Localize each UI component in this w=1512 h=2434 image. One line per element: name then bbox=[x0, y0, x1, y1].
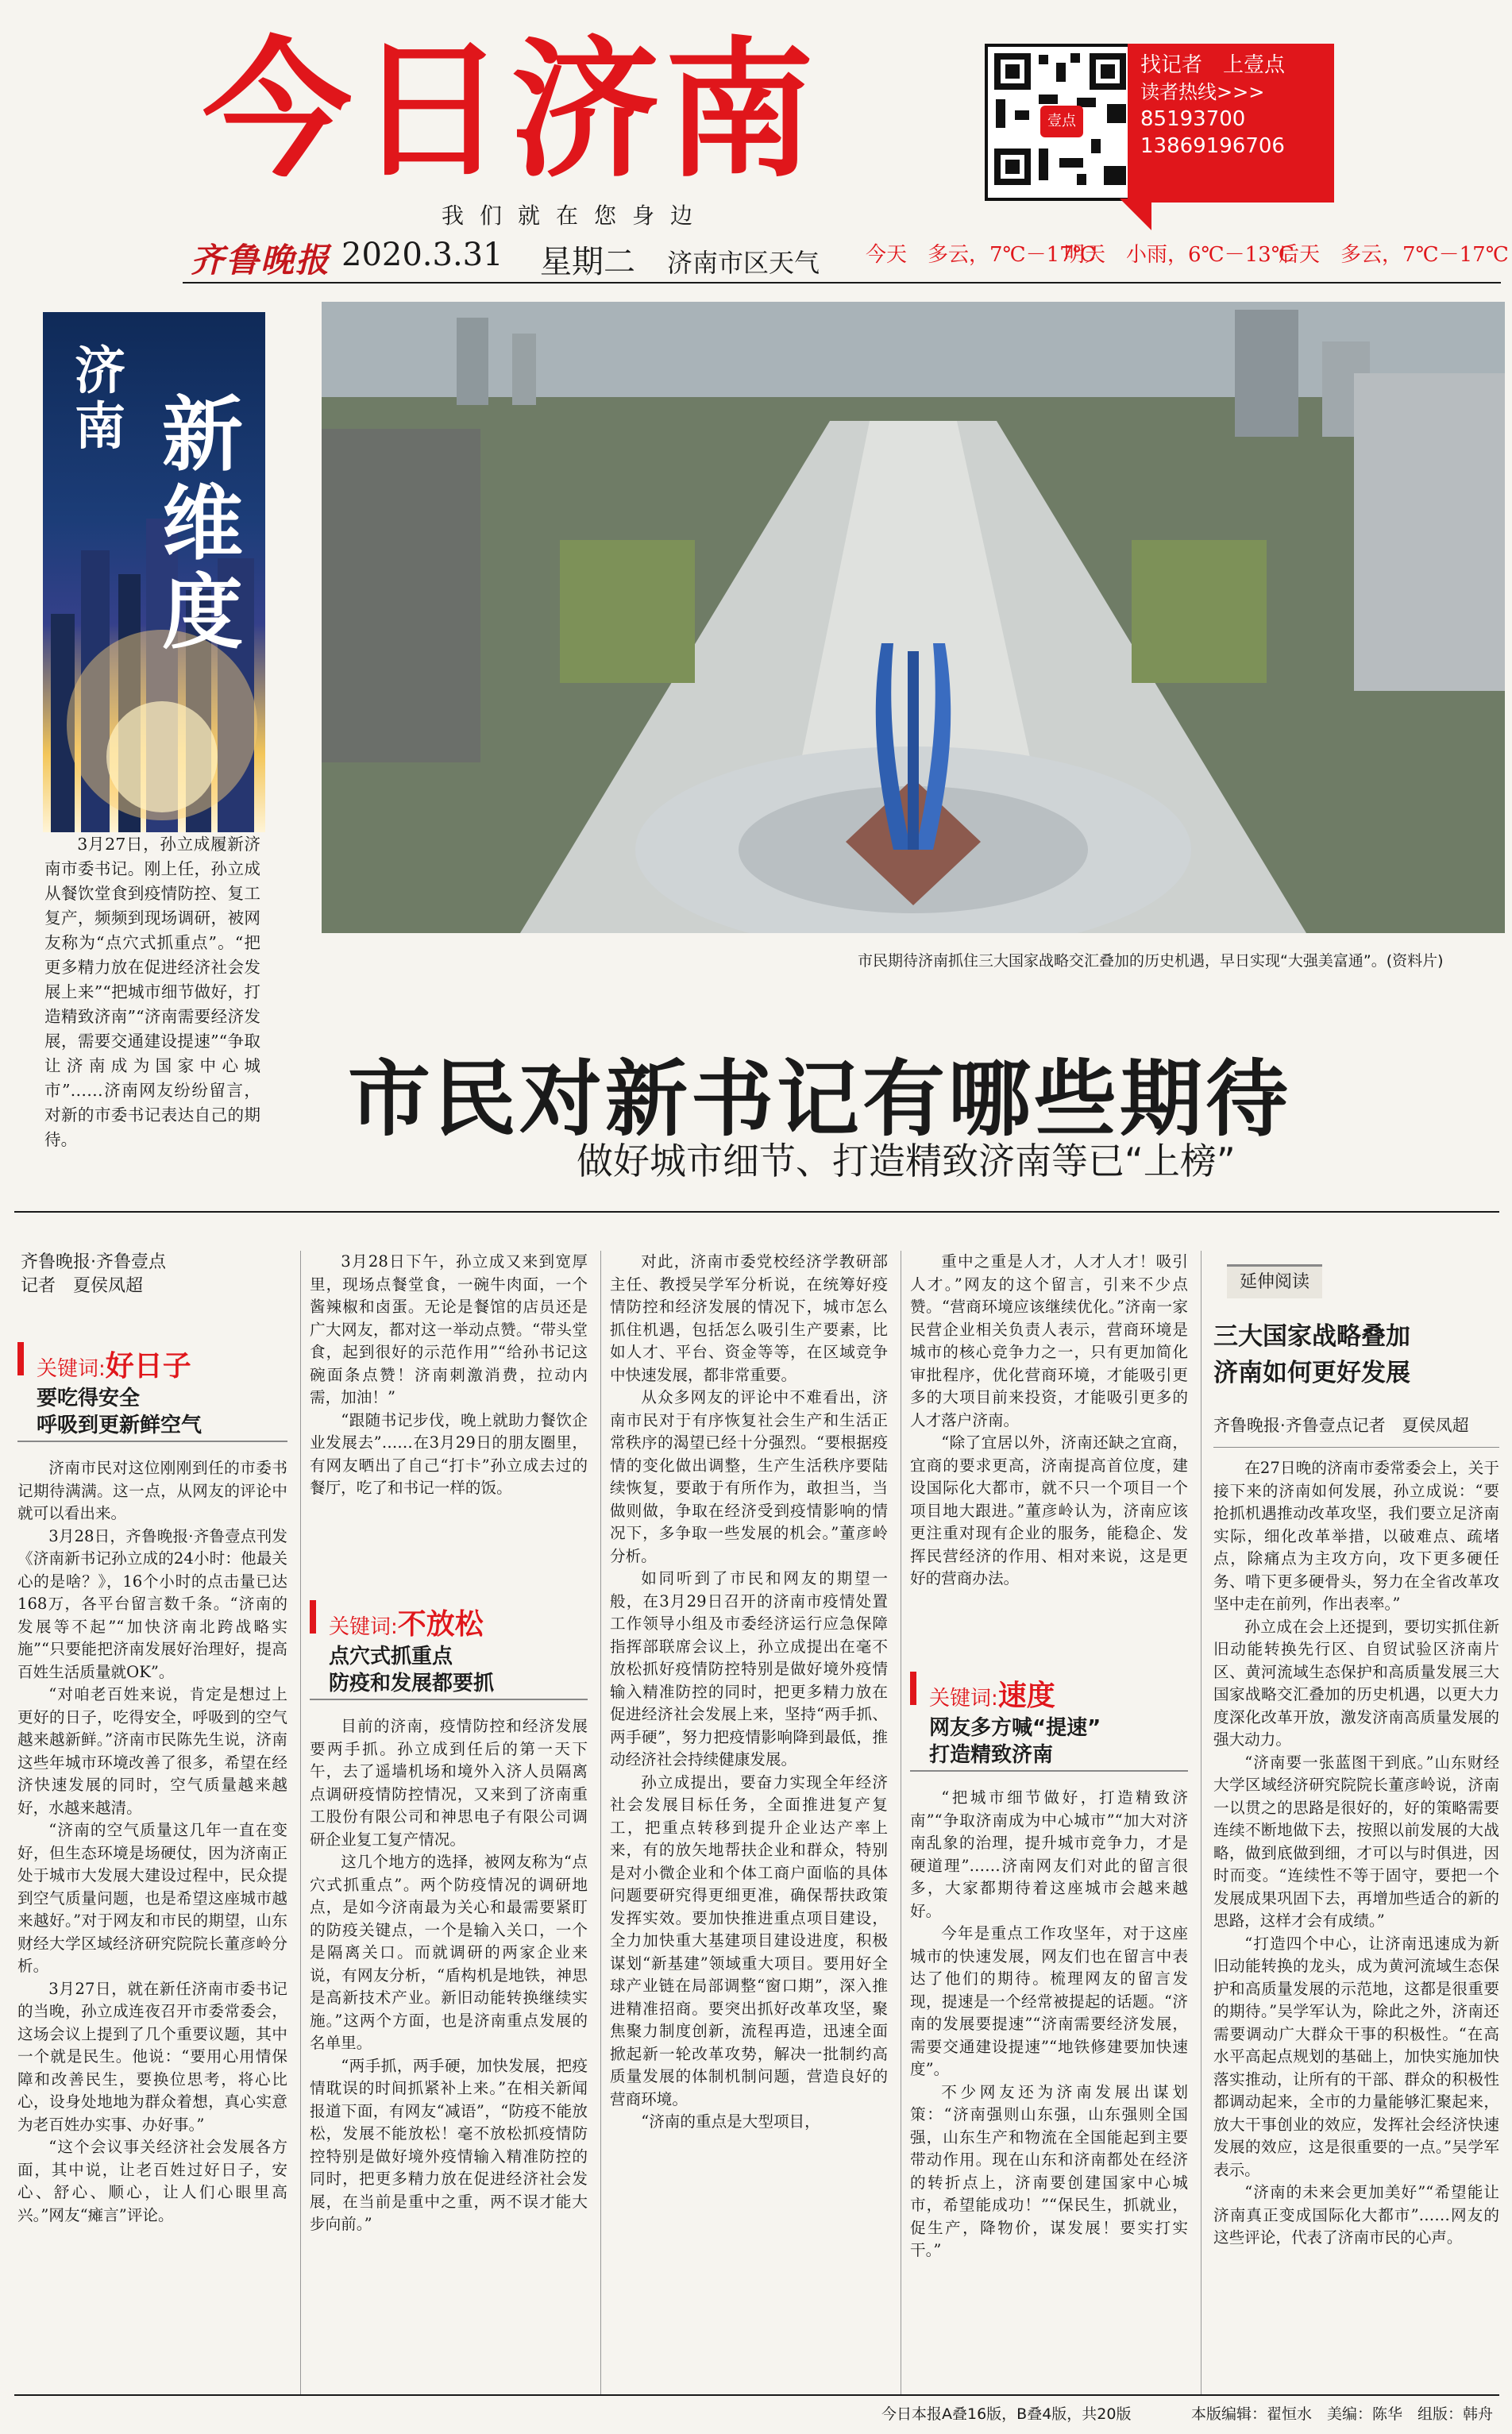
hotline-label: 读者热线>>> bbox=[1140, 81, 1265, 103]
paragraph: 今年是重点工作攻坚年，对于这座城市的快速发展，网友们也在留言中表达了他们的期待。梳理网友的留言发现，提速是一个经常被提起的话题。“济南的发展要提速”“济南需要经济发展，需要交通建设提速”“地铁修建要加快速度”。 bbox=[910, 1924, 1188, 2078]
keyword-bar bbox=[17, 1342, 24, 1375]
footer-editors: 本版编辑：翟恒水 美编：陈华 组版：韩舟 bbox=[1191, 2405, 1494, 2423]
paragraph: 3月28日下午，孙立成又来到宽厚里，现场点餐堂食，一碗牛肉面，一个酱辣椒和卤蛋。无论是餐馆的店员还是广大网友，都对这一举动点赞。“带头堂食，起到很好的示范作用”“给孙书记这碗面条点赞！济南刺激消费，拉动内需，加油！” bbox=[310, 1252, 588, 1406]
paragraph: “对咱老百姓来说，肯定是想过上更好的日子，吃得安全，呼吸到的空气越来越新鲜。”济南市民陈先生说，济南这些年城市环境改善了很多，希望在经济快速发展的同时，空气质量越来越好，水越来越清。 bbox=[17, 1685, 287, 1817]
paragraph: 这几个地方的选择，被网友称为“点穴式抓重点”。两个防疫情况的调研地点，是如今济南最为关心和最需要紧盯的防疫关键点，一个是输入关口，一个是隔离关口。而就调研的两家企业来说，有网友分析，“盾构机是地铁，神思是高新技术产业。新旧动能转换继续实施。”这两个方面，也是济南重点发展的名单里。 bbox=[310, 1853, 588, 2052]
side-intro-text: 3月27日，孙立成履新济南市委书记。刚上任，孙立成从餐饮堂食到疫情防控、复工复产，频频到现场调研，被网友称为“点穴式抓重点”。“把更多精力放在促进经济社会发展上来”“把城市细节做好，打造精致济南”“济南需要经济发展，需要交通建设提速”“争取让济南成为国家中心城市”……济南网友纷纷留言，对新的市委书记表达自己的期待。 bbox=[44, 835, 260, 1149]
city-square-photo bbox=[322, 302, 1505, 933]
weather-day-after: 后天 多云，7℃－17℃ bbox=[1279, 243, 1509, 267]
paragraph: “这个会议事关经济社会发展各方面，其中说，让老百姓过好日子，安心、舒心、顺心，让人们心眼里高兴。”网友“瘫言”评论。 bbox=[17, 2138, 287, 2224]
paragraph: 目前的济南，疫情防控和经济发展要两手抓。孙立成到任后的第一天下午，去了遥墙机场和境外入济人员隔离点调研疫情防控情况，又来到了济南重工股份有限公司和神思电子有限公司调研企业复工复产情况。 bbox=[310, 1717, 588, 1849]
paragraph: 不少网友还为济南发展出谋划策：“济南强则山东强，山东强则全国强，山东生产和物流在全国能起到主要带动作用。现在山东和济南都处在经济的转折点上，济南要创建国家中心城市，希望能成功！”“保民生，抓就业，促生产，降物价，谋发展！要实打实干。” bbox=[910, 2082, 1188, 2259]
aerial-square-illustration bbox=[322, 302, 1505, 933]
qr-code[interactable] bbox=[985, 44, 1142, 201]
keyword-box-good-days bbox=[17, 1342, 287, 1445]
newspaper-brand: 齐鲁晚报 bbox=[191, 241, 331, 280]
side-title-new-dimension: 新维度 bbox=[162, 388, 243, 661]
paragraph: 3月28日，齐鲁晚报·齐鲁壹点刊发《济南新书记孙立成的24小时：他最关心的是啥？》，16个小时的点击量已达168万，各平台留言数千条。“济南的发展等不起”“加快济南北跨战略实施”“只要能把济南发展好治理好，提高百姓生活质量就OK”。 bbox=[17, 1526, 287, 1681]
keyword-bar bbox=[910, 1672, 916, 1705]
paragraph: 如同听到了市民和网友的期望一般，在3月29日召开的济南市疫情处置工作领导小组及市委经济运行应急保障指挥部联席会议上，孙立成提出在毫不放松抓好疫情防控特别是做好境外疫情输入精准防控的同时，把更多精力放在促进经济社会发展上来，坚持“两手抓、两手硬”，努力把疫情影响降到最低，推动经济社会持续健康发展。 bbox=[610, 1569, 888, 1769]
paragraph: 孙立成在会上还提到，要切实抓住新旧动能转换先行区、自贸试验区济南片区、黄河流域生态保护和高质量发展三大国家战略交汇叠加的历史机遇，以更大力度深化改革开放，激发济南高质量发展的强大动力。 bbox=[1213, 1617, 1499, 1749]
footer-edition-info: 今日本报A叠16版，B叠4版，共20版 bbox=[881, 2405, 1132, 2423]
issue-date: 2020.3.31 bbox=[341, 237, 503, 273]
sub-headline: 做好城市细节、打造精致济南等已“上榜” bbox=[577, 1140, 1236, 1182]
extended-reading-title bbox=[1213, 1318, 1410, 1391]
keyword-term: 不放松 bbox=[397, 1608, 484, 1641]
extended-reading-tab: 延伸阅读 bbox=[1227, 1264, 1322, 1298]
column-divider bbox=[600, 1251, 601, 2394]
keyword-rule bbox=[910, 1770, 1188, 1772]
paragraph: “打造四个中心，让济南迅速成为新旧动能转换的龙头，成为黄河流域生态保护和高质量发展的示范地，这都是很重要的期待。”吴学军认为，除此之外，济南还需要调动广大群众干事的积极性。“在高水平高起点规划的基础上，加快实施加快落实推动，让所有的干部、群众的积极性都调动起来，全市的力量能够汇聚起来，放大干事创业的效应，发挥社会经济快速发展的效应，这是很重要的一点。”吴学军表示。 bbox=[1213, 1934, 1499, 2179]
photo-caption: 市民期待济南抓住三大国家战略交汇叠加的历史机遇，早日实现“大强美富通”。(资料片) bbox=[858, 952, 1444, 970]
weather-tomorrow: 明天 小雨，6℃－13℃ bbox=[1064, 243, 1294, 267]
paragraph: “济南的未来会更加美好”“希望能让济南真正变成国际化大都市”……网友的这些评论，代表了济南市民的心声。 bbox=[1213, 2183, 1499, 2247]
paragraph: “把城市细节做好，打造精致济南”“争取济南成为中心城市”“加大对济南乱象的治理，提升城市竞争力，才是硬道理”……济南网友们对此的留言很多，大家都期待着这座城市会越来越好。 bbox=[910, 1788, 1188, 1920]
extended-byline: 齐鲁晚报·齐鲁壹点记者 夏侯凤超 bbox=[1213, 1416, 1469, 1435]
column-3 bbox=[610, 1251, 888, 2134]
paragraph: “济南的空气质量这几年一直在变好，但生态环境是场硬仗，因为济南正处于城市大发展大建设过程中，民众提到空气质量问题，也是希望这座城市越来越好。”对于网友和市民的期望，山东财经大学区域经济研究院院长董彦岭分析。 bbox=[17, 1821, 287, 1975]
hotline-find-reporter: 找记者 上壹点 bbox=[1140, 53, 1286, 77]
masthead-slogan: 我们就在您身边 bbox=[442, 203, 709, 229]
byline bbox=[21, 1251, 166, 1298]
issue-weekday: 星期二 bbox=[540, 244, 635, 280]
keyword-line-1: 要吃得安全 bbox=[37, 1387, 141, 1410]
keyword-line-2: 防疫和发展都要抓 bbox=[329, 1672, 495, 1695]
paragraph: 济南市民对这位刚刚到任的市委书记期待满满。这一点，从网友的评论中就可以看出来。 bbox=[17, 1459, 287, 1522]
paragraph: 重中之重是人才，人才人才！吸引人才。”网友的这个留言，引来不少点赞。“营商环境应该继续优化。”济南一家民营企业相关负责人表示，营商环境是城市的核心竞争力之一，只有更加简化审批程序，优化营商环境，才能吸引更多的大项目前来投资，才能吸引更多的人才落户济南。 bbox=[910, 1252, 1188, 1429]
paragraph: 孙立成提出，要奋力实现全年经济社会发展目标任务，全面推进复产复工，把重点转移到提升企业达产率上来，有的放矢地帮扶企业和群众，特别是对小微企业和个体工商户面临的具体问题要研究得更细更准，确保帮扶政策发挥实效。要加快推进重点项目建设，全力加快重大基建项目建设进度，积极谋划“新基建”领域重大项目。要用好全球产业链在局部调整“窗口期”，深入推进精准招商。要突出抓好改革攻坚，聚焦聚力制度创新，流程再造，迅速全面掀起新一轮改革攻势，解决一批制约高质量发展的体制机制问题，营造良好的营商环境。 bbox=[610, 1772, 888, 2108]
side-banner bbox=[43, 312, 265, 832]
weather-today: 今天 多云，7℃－17℃ bbox=[866, 243, 1096, 267]
keyword-line-1: 网友多方喊“提速” bbox=[929, 1716, 1101, 1740]
extended-rule bbox=[1213, 1447, 1499, 1448]
column-4-top bbox=[910, 1251, 1188, 1591]
extended-title-line-2: 济南如何更好发展 bbox=[1213, 1359, 1410, 1387]
column-5 bbox=[1213, 1457, 1499, 2250]
reader-hotline-box bbox=[1128, 44, 1334, 203]
qr-badge: 壹点 bbox=[1040, 106, 1083, 137]
keyword-line-1: 点穴式抓重点 bbox=[329, 1645, 453, 1668]
paragraph: “济南要一张蓝图干到底。”山东财经大学区域经济研究院院长董彦岭说，济南一以贯之的思路是很好的，好的策略需要连续不断地做下去，按照以前发展的大战略，做到底做到细，才可以与时俱进，因时而变。“连续性不等于固守，要把一个发展成果巩固下去，再增加些适合的新的思路，这样才会有成绩。” bbox=[1213, 1753, 1499, 1930]
keyword-term: 速度 bbox=[997, 1680, 1055, 1712]
paragraph: “两手抓，两手硬，加快发展，把疫情耽误的时间抓紧补上来。”在相关新闻报道下面，有网友“减语”，“防疫不能放松，发展不能放松！毫不放松抓疫情防控特别是做好境外疫情输入精准防控的同时，把更多精力放在促进经济社会发展，在当前是重中之重，两不误才能大步向前。” bbox=[310, 2056, 588, 2233]
column-divider bbox=[1201, 1251, 1202, 2394]
paragraph: “除了宜居以外，济南还缺之宜商，宜商的要求更高，济南提高首位度，建设国际化大都市，就不只一个项目一个项目地大跟进。”董彦岭认为，济南应该更注重对现有企业的服务，能稳企、发挥民营经济的作用、相对来说，这是更好的营商办法。 bbox=[910, 1433, 1188, 1587]
keyword-box-no-relax bbox=[310, 1600, 588, 1703]
keyword-box-speed bbox=[910, 1672, 1188, 1775]
column-divider bbox=[300, 1251, 301, 2394]
headline-rule bbox=[14, 1211, 1499, 1213]
keyword-line-2: 打造精致济南 bbox=[929, 1743, 1054, 1767]
hotline-phone-1[interactable]: 85193700 bbox=[1140, 107, 1246, 131]
keyword-rule bbox=[17, 1441, 287, 1442]
column-1 bbox=[17, 1457, 287, 2227]
hotline-phone-2[interactable]: 13869196706 bbox=[1140, 134, 1285, 158]
keyword-line-2: 呼吸到更新鲜空气 bbox=[37, 1414, 202, 1437]
column-2-top bbox=[310, 1251, 588, 1500]
paragraph: 在27日晚的济南市委常委会上，关于接下来的济南如何发展，孙立成说：“要抢抓机遇推动改革攻坚，我们要立足济南实际，细化改革举措，以破难点、疏堵点，除痛点为主攻方向，攻下更多硬任务、啃下更多硬骨头，努力在全省改革攻坚中走在前列，作出表率。” bbox=[1213, 1459, 1499, 1613]
paragraph: 3月27日，就在新任济南市委书记的当晚，孙立成连夜召开市委常委会，这场会议上提到了几个重要议题，其中一个就是民生。他说：“要用心用情保障和改善民生，要换位思考，将心比心，设身处地地为群众着想，真心实意为老百姓办实事、办好事。” bbox=[17, 1979, 287, 2134]
extended-title-line-1: 三大国家战略叠加 bbox=[1213, 1322, 1410, 1351]
paragraph: “跟随书记步伐，晚上就助力餐饮企业发展去”……在3月29日的朋友圈里，有网友晒出了自己“打卡”孙立成去过的餐厅，吃了和书记一样的饭。 bbox=[310, 1410, 588, 1497]
side-title-jinan: 济南 bbox=[75, 342, 125, 457]
footer-rule bbox=[14, 2394, 1499, 2396]
keyword-label: 关键词:不放松 bbox=[329, 1608, 484, 1641]
masthead-title: 今日济南 bbox=[202, 24, 819, 198]
weather-label: 济南市区天气 bbox=[667, 248, 820, 278]
keyword-label: 关键词:好日子 bbox=[37, 1350, 191, 1383]
keyword-bar bbox=[310, 1600, 316, 1634]
byline-outlet: 齐鲁晚报·齐鲁壹点 bbox=[21, 1252, 166, 1272]
keyword-term: 好日子 bbox=[105, 1350, 191, 1383]
keyword-label: 关键词:速度 bbox=[929, 1680, 1055, 1712]
keyword-rule bbox=[310, 1699, 588, 1700]
column-2-bottom bbox=[310, 1715, 588, 2236]
paragraph: 从众多网友的评论中不难看出，济南市民对于有序恢复社会生产和生活正常秩序的渴望已经十分强烈。“要根据疫情的变化做出调整，生产生活秩序要陆续恢复，要敢于有所作为，敢担当，当做则做，争取在经济受到疫情影响的情况下，多争取一些发展的机会。”董彦岭分析。 bbox=[610, 1388, 888, 1565]
main-headline: 市民对新书记有哪些期待 bbox=[348, 1051, 1292, 1148]
paragraph: 对此，济南市委党校经济学教研部主任、教授吴学军分析说，在统筹好疫情防控和经济发展的情况下，城市怎么抓住机遇，包括怎么吸引生产要素，比如人才、平台、资金等等，在区域竞争中快速发展，都非常重要。 bbox=[610, 1252, 888, 1384]
byline-reporter: 记者 夏侯凤超 bbox=[21, 1276, 144, 1296]
speech-tail bbox=[1120, 199, 1151, 230]
paragraph: “济南的重点是大型项目， bbox=[641, 2112, 820, 2131]
column-4-bottom bbox=[910, 1787, 1188, 2262]
masthead-rule bbox=[183, 282, 1501, 284]
